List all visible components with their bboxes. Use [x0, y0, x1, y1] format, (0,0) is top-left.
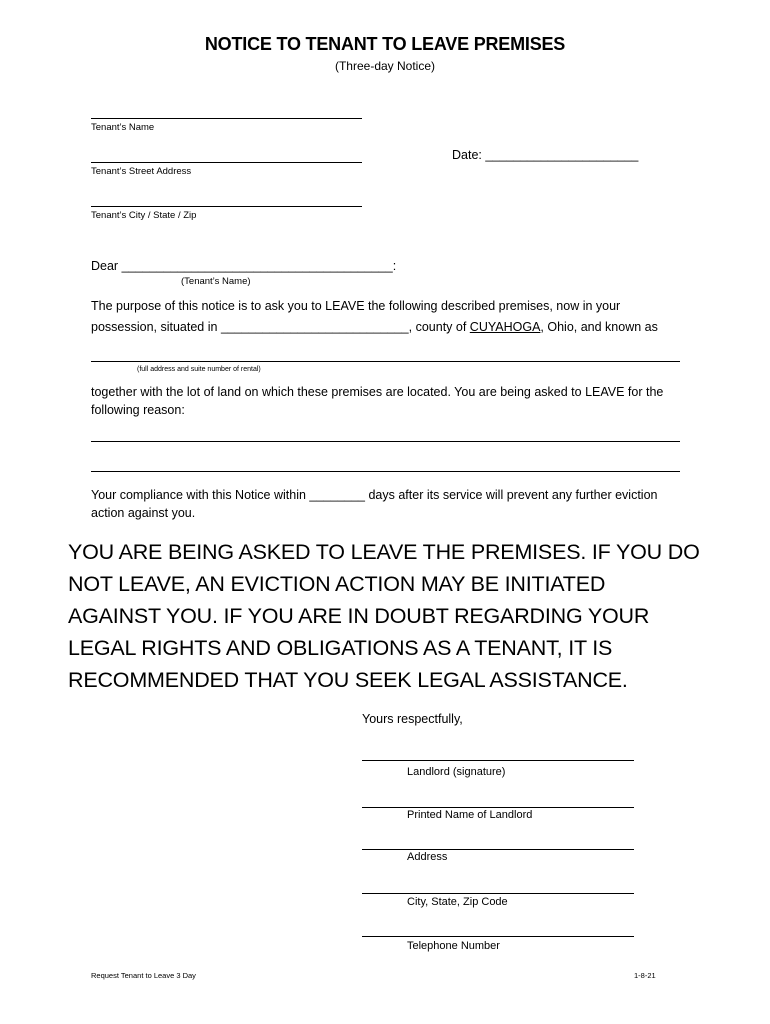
tenant-city-label: Tenant’s City / State / Zip [91, 210, 197, 221]
date-field[interactable]: Date: ______________________ [452, 148, 639, 162]
compliance-line-2: action against you. [91, 506, 196, 520]
document-subtitle: (Three-day Notice) [334, 59, 436, 73]
compliance-line-1: Your compliance with this Notice within ________ days after its service will prevent any further eviction [91, 488, 658, 502]
footer-left: Request Tenant to Leave 3 Day [91, 971, 196, 980]
footer-right: 1-8-21 [634, 971, 656, 980]
warning-line-1: YOU ARE BEING ASKED TO LEAVE THE PREMISES. IF YOU DO [68, 540, 700, 564]
reason-line-2: following reason: [91, 403, 185, 417]
warning-line-3: AGAINST YOU. IF YOU ARE IN DOUBT REGARDING YOUR [68, 604, 650, 628]
document-title: NOTICE TO TENANT TO LEAVE PREMISES [204, 34, 566, 54]
premises-address-hint: (full address and suite number of rental) [137, 366, 261, 373]
purpose-line-2-prefix[interactable]: possession, situated in ___________________________, county of [91, 320, 470, 334]
purpose-line-2-suffix: , Ohio, and known as [540, 320, 658, 334]
landlord-signature-label: Landlord (signature) [407, 766, 506, 778]
warning-line-5: RECOMMENDED THAT YOU SEEK LEGAL ASSISTANCE. [68, 668, 628, 692]
tenant-street-line[interactable] [91, 162, 362, 163]
landlord-address-line[interactable] [362, 849, 634, 850]
reason-line-1: together with the lot of land on which these premises are located. You are being asked to LEAVE for the [91, 385, 664, 399]
reason-line-a[interactable] [91, 441, 680, 442]
warning-line-2: NOT LEAVE, AN EVICTION ACTION MAY BE INITIATED [68, 572, 606, 596]
tenant-city-line[interactable] [91, 206, 362, 207]
premises-address-line[interactable] [91, 361, 680, 362]
purpose-line-2 [91, 320, 658, 334]
printed-name-label: Printed Name of Landlord [407, 809, 533, 821]
purpose-line-1: The purpose of this notice is to ask you to LEAVE the following described premises, now in your [91, 299, 621, 313]
warning-line-4: LEGAL RIGHTS AND OBLIGATIONS AS A TENANT, IT IS [68, 636, 613, 660]
landlord-city-label: City, State, Zip Code [407, 896, 508, 908]
telephone-line[interactable] [362, 936, 634, 937]
salutation-line[interactable]: Dear _______________________________________: [91, 259, 397, 273]
tenant-name-line[interactable] [91, 118, 362, 119]
telephone-label: Telephone Number [407, 940, 500, 952]
tenant-street-label: Tenant’s Street Address [91, 166, 192, 177]
printed-name-line[interactable] [362, 807, 634, 808]
closing: Yours respectfully, [362, 712, 463, 726]
landlord-city-line[interactable] [362, 893, 634, 894]
landlord-signature-line[interactable] [362, 760, 634, 761]
tenant-name-hint: (Tenant’s Name) [181, 276, 251, 287]
warning-notice [68, 536, 718, 696]
tenant-name-label: Tenant’s Name [91, 122, 155, 133]
landlord-address-label: Address [407, 851, 448, 863]
reason-line-b[interactable] [91, 471, 680, 472]
county-name: CUYAHOGA [469, 320, 541, 334]
